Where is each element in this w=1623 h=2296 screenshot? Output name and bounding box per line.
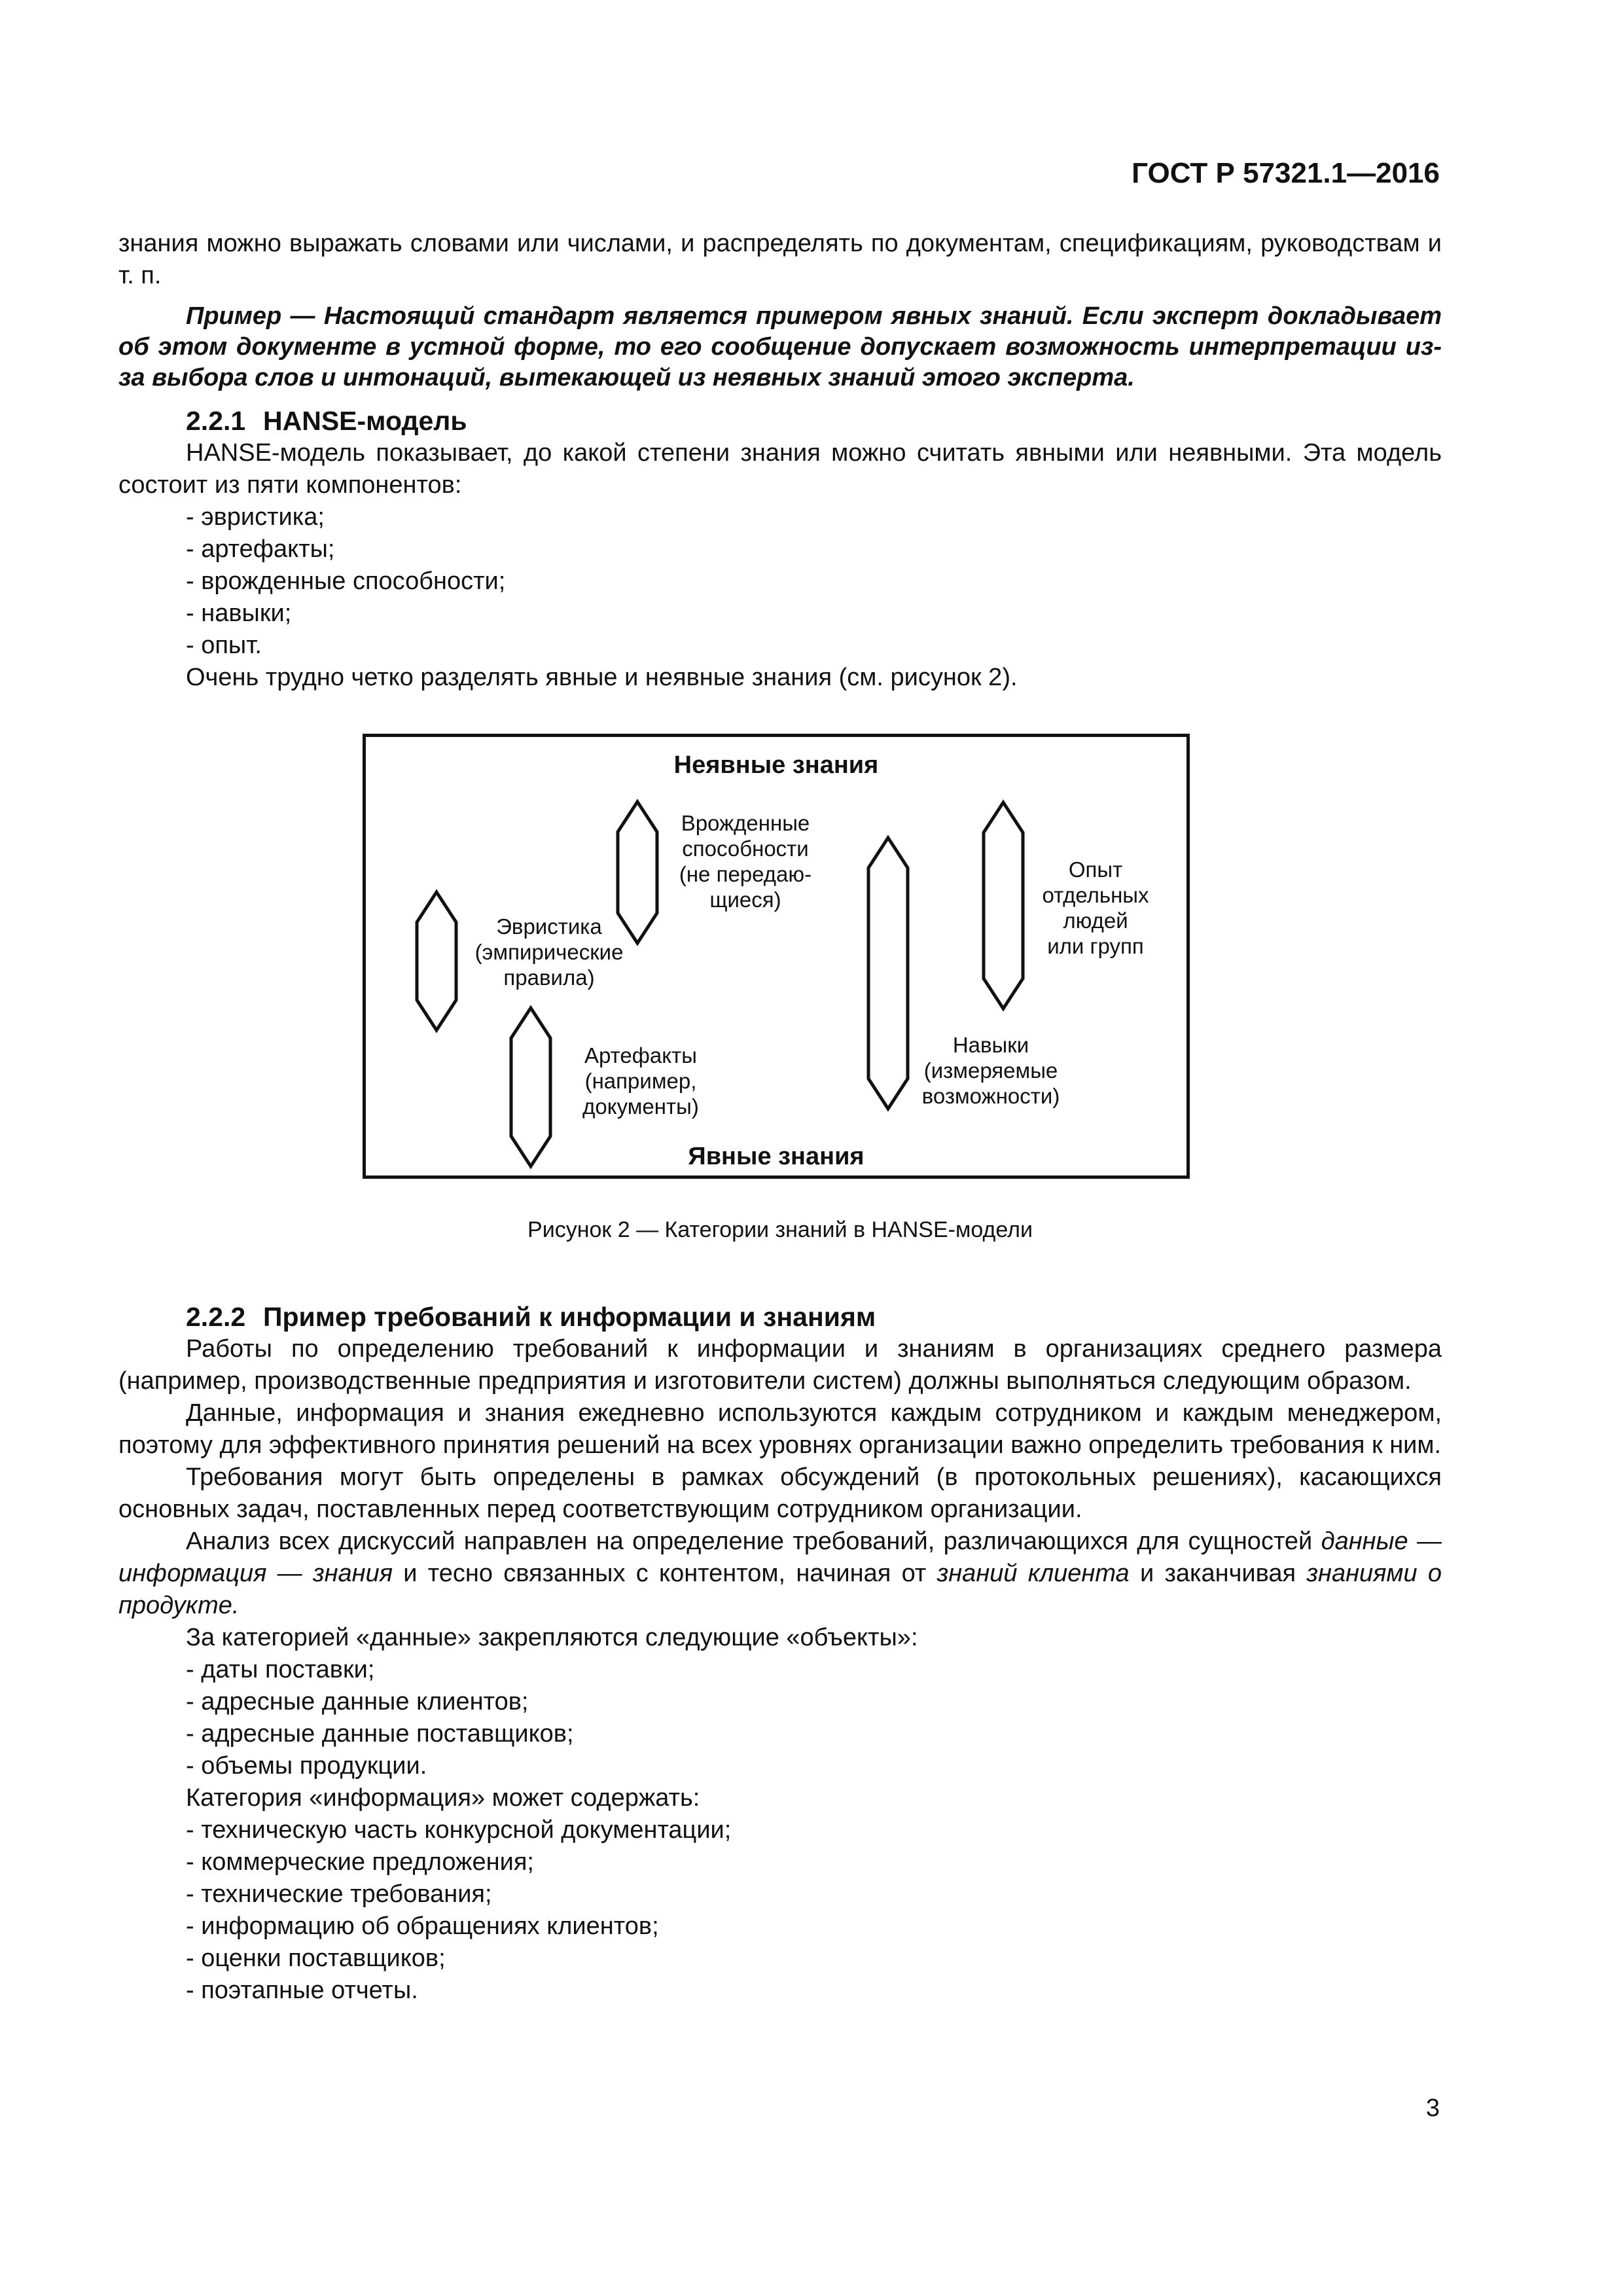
skills-hexagon xyxy=(868,838,908,1109)
figure-reference-paragraph: Очень трудно четко разделять явные и неявные знания (см. рисунок 2). xyxy=(186,664,1018,691)
paragraph-with-italics xyxy=(118,1526,1442,1622)
label-line: щиеся) xyxy=(709,888,781,912)
hanse-components-list xyxy=(118,501,1442,662)
skills-label xyxy=(909,1032,1073,1109)
figure-caption: Рисунок 2 — Категории знаний в HANSE-модели xyxy=(527,1217,1033,1242)
label-line: или групп xyxy=(1047,934,1144,958)
label-line: Эвристика xyxy=(496,914,602,939)
section-2-2-2-block xyxy=(118,1301,1442,2007)
label-line: (например, xyxy=(584,1069,697,1093)
experience-hexagon xyxy=(984,802,1023,1009)
text-run: и заканчивая xyxy=(1129,1560,1307,1587)
list-item: - техническую часть конкурсной документации; xyxy=(118,1814,1442,1846)
section-title: Пример требований к информации и знаниям xyxy=(263,1302,876,1332)
list-item: - технические требования; xyxy=(118,1878,1442,1910)
label-line: (измеряемые xyxy=(923,1058,1058,1083)
document-code: ГОСТ Р 57321.1—2016 xyxy=(1132,157,1440,189)
label-line: возможности) xyxy=(921,1084,1060,1108)
italic-run: знаний клиента xyxy=(936,1560,1130,1587)
info-objects-list xyxy=(118,1814,1442,2007)
section-number: 2.2.2 xyxy=(186,1302,246,1332)
hanse-model-figure xyxy=(363,734,1190,1179)
list-item: - поэтапные отчеты. xyxy=(118,1975,1442,2007)
label-line: (эмпирические xyxy=(474,940,624,964)
label-line: (не передаю- xyxy=(679,862,812,886)
experience-label xyxy=(1027,857,1164,959)
label-line: Артефакты xyxy=(584,1043,697,1067)
text-run: и тесно связанных с контентом, начиная от xyxy=(393,1560,937,1587)
tacit-knowledge-title: Неявные знания xyxy=(673,751,879,779)
list-item: - навыки; xyxy=(118,598,1442,630)
list-item: - артефакты; xyxy=(118,533,1442,565)
list-item: - объемы продукции. xyxy=(118,1750,1442,1782)
list-item: - даты поставки; xyxy=(118,1654,1442,1686)
label-line: Врожденные xyxy=(681,811,810,835)
explicit-knowledge-title: Явные знания xyxy=(688,1143,865,1170)
data-category-intro: За категорией «данные» закрепляются следующие «объекты»: xyxy=(186,1624,918,1651)
italic-run: знаниями о продукте. xyxy=(118,1560,1442,1619)
list-item: - опыт. xyxy=(118,630,1442,662)
text-run: Анализ всех дискуссий направлен на определение требований, различающихся для сущностей xyxy=(186,1528,1321,1555)
continuation-paragraph: знания можно выражать словами или числами, и распределять по документам, спецификациям, руководствам и т. п. xyxy=(118,230,1442,289)
heuristics-label xyxy=(464,914,634,990)
label-line: отдельных xyxy=(1042,883,1149,907)
paragraph: Данные, информация и знания ежедневно используются каждым сотрудником и каждым менеджером, поэтому для эффективного принятия решений на всех уровнях организации важно определить требования к ним. xyxy=(118,1399,1442,1459)
list-item: - адресные данные клиентов; xyxy=(118,1686,1442,1718)
list-item: - коммерческие предложения; xyxy=(118,1846,1442,1878)
list-item: - адресные данные поставщиков; xyxy=(118,1718,1442,1750)
italic-run: данные — информация — знания xyxy=(118,1528,1442,1587)
list-item: - информацию об обращениях клиентов; xyxy=(118,1910,1442,1943)
info-category-intro: Категория «информация» может содержать: xyxy=(186,1784,700,1812)
label-line: способности xyxy=(682,836,809,861)
list-item: - врожденные способности; xyxy=(118,565,1442,598)
section-heading-2-2-1 xyxy=(118,405,1442,437)
intro-block xyxy=(118,228,1442,694)
heuristics-hexagon xyxy=(417,892,456,1030)
innate-abilities-label xyxy=(660,810,830,912)
section-title: HANSE-модель xyxy=(263,406,467,436)
section-heading-2-2-2 xyxy=(118,1301,1442,1333)
label-line: людей xyxy=(1063,908,1128,933)
label-line: Навыки xyxy=(952,1033,1029,1057)
paragraph: Требования могут быть определены в рамках обсуждений (в протокольных решениях), касающихся основных задач, поставленных перед соответствующим сотрудником организации. xyxy=(118,1463,1442,1523)
data-objects-list xyxy=(118,1654,1442,1782)
hanse-paragraph: HANSE-модель показывает, до какой степени знания можно считать явными или неявными. Эта модель состоит из пяти компонентов: xyxy=(118,439,1442,499)
list-item: - эвристика; xyxy=(118,501,1442,533)
example-note: Пример — Настоящий стандарт является примером явных знаний. Если эксперт докладывает об этом документе в устной форме, то его сообщение допускает возможность интерпретации из-за выбора слов и интонаций, вытекающей из неявных знаний этого эксперта. xyxy=(118,302,1442,391)
label-line: документы) xyxy=(582,1094,699,1119)
page-number: 3 xyxy=(1425,2094,1440,2122)
label-line: правила) xyxy=(503,965,595,990)
artifacts-label xyxy=(556,1043,726,1119)
label-line: Опыт xyxy=(1068,857,1123,882)
section-number: 2.2.1 xyxy=(186,406,246,436)
list-item: - оценки поставщиков; xyxy=(118,1943,1442,1975)
paragraph: Работы по определению требований к информации и знаниям в организациях среднего размера (например, производственные предприятия и изготовители систем) должны выполняться следующим образом. xyxy=(118,1335,1442,1395)
